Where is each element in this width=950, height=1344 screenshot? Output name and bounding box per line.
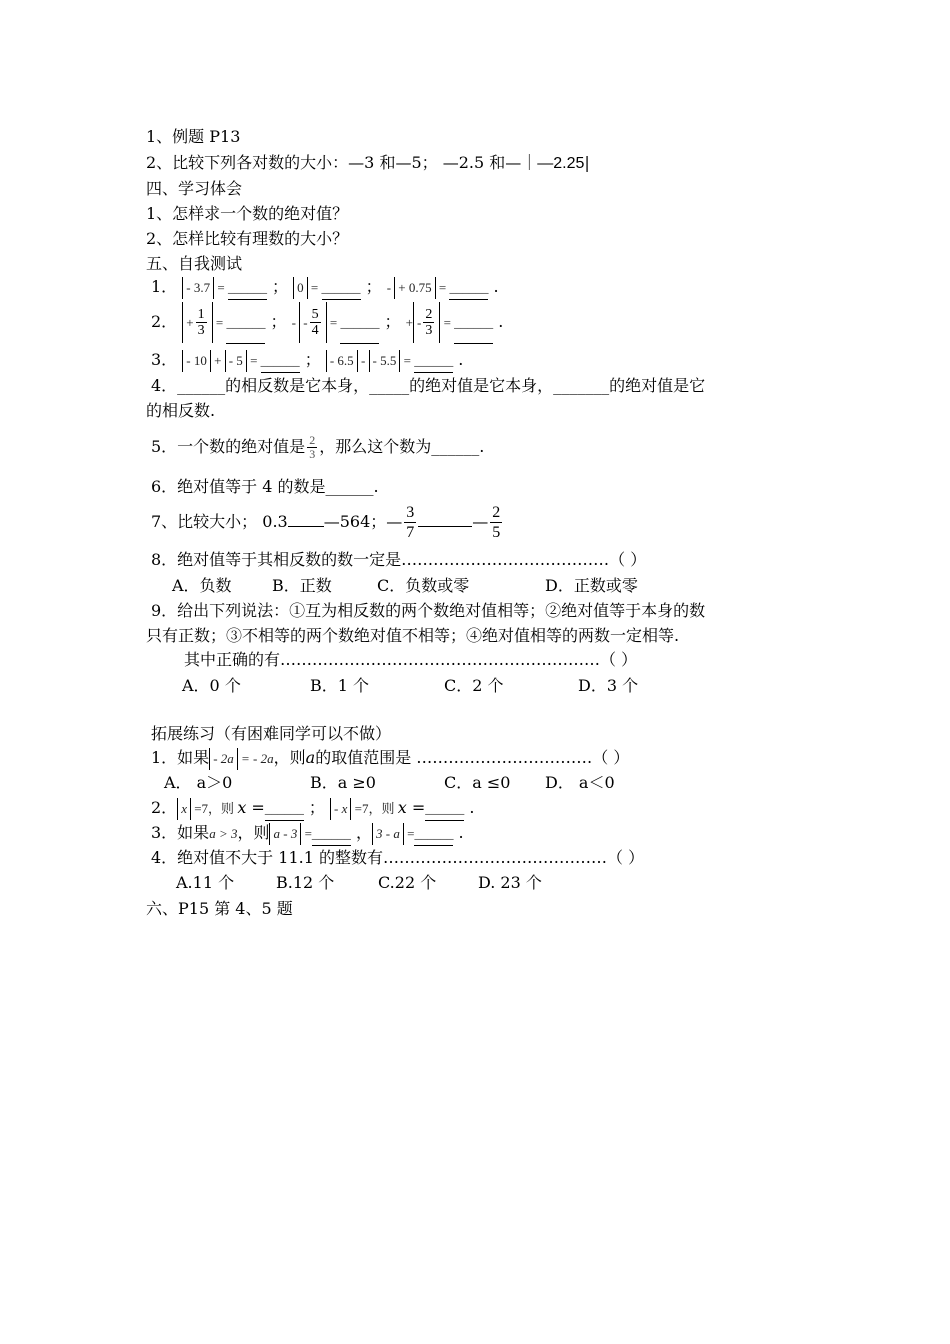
fraction (196, 307, 207, 338)
ext-4-text: 4．绝对值不大于 11.1 的整数有……………………………………（ ） (151, 848, 645, 867)
test-8-text: 8．绝对值等于其相反数的数一定是…………………………………（ ） (151, 550, 647, 569)
equation: = - 2a (237, 751, 274, 766)
compare-line (146, 152, 590, 175)
abs-expr: 3 - a (372, 823, 404, 845)
test-3 (151, 349, 463, 373)
ext-1-text-mid: ，则 (273, 748, 306, 767)
denominator: 3 (309, 447, 316, 461)
compare-text: 2、比较下列各对数的大小：—3 和—5； —2.5 和—｜ (146, 153, 538, 172)
test-3-number: 3． (151, 350, 178, 369)
numerator: 2 (492, 504, 501, 521)
answer-blank: ______ (414, 350, 453, 373)
ext-3 (151, 822, 464, 846)
option-a: A.11 个 (176, 873, 235, 892)
test-4-text-end: 的相反数. (146, 401, 216, 420)
test-7-text: 7、比较大小； 0.3 (151, 512, 288, 531)
compare-bar: | (584, 153, 590, 172)
test-8 (151, 549, 646, 571)
abs-expr: 0 (293, 277, 308, 299)
option-a: A． a＞0 (164, 773, 233, 792)
test-4-text: 4．______的相反数是它本身，_____的绝对值是它本身，_______的绝对值是它 (151, 376, 706, 395)
separator: ； (266, 277, 294, 296)
minus-sign: - (386, 280, 395, 295)
equals: = (246, 798, 265, 817)
test-4-line-1 (151, 375, 705, 397)
option-b: B.12 个 (276, 873, 335, 892)
equals: = (301, 826, 312, 841)
section-6-heading (146, 898, 293, 920)
separator: ； (265, 312, 292, 331)
minus-sign: - (416, 315, 422, 330)
option-c: C．a ≤0 (444, 773, 511, 792)
plus-sign: + (405, 315, 413, 330)
numerator: 2 (425, 307, 433, 322)
extension-title: 拓展练习（有困难同学可以不做） (151, 724, 392, 743)
variable-a: a (305, 748, 316, 767)
example-line (146, 126, 240, 148)
test-6 (151, 476, 379, 498)
separator: ， (350, 823, 373, 842)
equals: = (440, 315, 455, 330)
ext-1-text: 1．如果 (151, 748, 210, 767)
test-9-text-3: 其中正确的有……………………………………………………（ ） (184, 650, 638, 669)
test-8-options (172, 575, 638, 597)
test-6-text: 6．绝对值等于 4 的数是______. (151, 477, 379, 496)
section-5-title: 五、自我测试 (146, 254, 243, 273)
separator: ； (299, 350, 326, 369)
plus-sign: + (210, 353, 225, 368)
test-5-text: 5．一个数的绝对值是 (151, 437, 306, 456)
abs-expr: - 2a (209, 748, 238, 770)
plus-sign: + (186, 315, 194, 330)
abs-expr: - 6.5 (326, 350, 358, 372)
test-9-text: 9．给出下列说法：①互为相反数的两个数绝对值相等；②绝对值等于本身的数 (151, 601, 706, 620)
section-6-title: 六、P15 第 4、5 题 (146, 899, 293, 918)
numerator: 1 (197, 307, 205, 322)
option-d: D．3 个 (578, 676, 639, 695)
abs-expr: - x (330, 798, 351, 820)
abs-fraction (182, 302, 212, 343)
abs-expr: x (177, 798, 191, 820)
question-4-2 (146, 228, 348, 250)
test-7-text-mid: —564；— (323, 512, 403, 531)
abs-fraction (413, 302, 440, 343)
question-4-2-text: 2、怎样比较有理数的大小？ (146, 229, 349, 248)
denominator: 3 (425, 323, 433, 338)
ext-2-number: 2． (151, 798, 178, 817)
answer-blank: ______ (228, 277, 267, 300)
question-4-1-text: 1、怎样求一个数的绝对值？ (146, 204, 349, 223)
numerator: 2 (309, 433, 316, 447)
test-2 (151, 302, 503, 344)
answer-blank: ______ (226, 303, 265, 344)
numerator: 5 (311, 307, 319, 322)
test-9-line-3 (184, 649, 637, 671)
test-5 (151, 427, 484, 467)
fraction (423, 307, 434, 338)
abs-expr: - 5.5 (369, 350, 401, 372)
section-4-heading (146, 178, 242, 200)
abs-expr: - 5 (225, 350, 247, 372)
option-d: D． a＜0 (545, 773, 615, 792)
abs-expr: + 0.75 (394, 277, 435, 299)
equals: = (212, 315, 227, 330)
test-7 (151, 500, 504, 544)
equation: =7，则 (351, 801, 398, 816)
test-9-text-2: 只有正数；③不相等的两个数绝对值不相等；④绝对值相等的两数一定相等. (146, 626, 680, 645)
equals: = (307, 280, 322, 295)
answer-blank: ______ (312, 823, 351, 846)
ext-2 (151, 797, 474, 821)
equals: = (435, 280, 450, 295)
denominator: 3 (197, 323, 205, 338)
test-9-line-1 (151, 600, 705, 622)
option-d: D．正数或零 (545, 576, 638, 595)
equals: = (214, 280, 228, 295)
period: . (453, 823, 464, 842)
extension-heading (151, 723, 391, 745)
ext-1 (151, 747, 629, 770)
answer-blank: ______ (340, 303, 379, 344)
test-1 (151, 276, 499, 300)
separator: ； (360, 277, 387, 296)
answer-blank: ______ (322, 277, 361, 300)
section-4-title: 四、学习体会 (146, 179, 243, 198)
answer-blank: ______ (449, 277, 488, 300)
abs-expr: - 3.7 (182, 277, 214, 299)
option-a: A．0 个 (182, 676, 241, 695)
option-b: B．1 个 (310, 676, 370, 695)
option-c: C．负数或零 (377, 576, 470, 595)
example-text: 1、例题 P13 (146, 127, 241, 146)
equation: =7，则 (190, 801, 238, 816)
denominator: 4 (311, 323, 319, 338)
option-a: A．负数 (172, 576, 232, 595)
ext-4 (151, 847, 644, 869)
answer-blank: ______ (414, 823, 453, 846)
fraction (307, 434, 317, 461)
period: . (453, 350, 464, 369)
ext-3-text: 3．如果 (151, 823, 210, 842)
answer-blank (418, 526, 472, 527)
equals: = (246, 353, 261, 368)
abs-expr: - 10 (182, 350, 211, 372)
test-4-line-2 (146, 400, 215, 422)
minus-sign: - (303, 315, 308, 330)
separator: ； (303, 798, 331, 817)
option-d: D. 23 个 (478, 873, 542, 892)
option-c: C．2 个 (444, 676, 504, 695)
answer-blank: ______ (425, 798, 464, 821)
separator: ； (379, 312, 406, 331)
variable-x: x (237, 798, 247, 817)
abs-expr: a - 3 (269, 823, 301, 845)
period: . (488, 277, 499, 296)
equals: = (400, 353, 415, 368)
fraction (310, 307, 321, 338)
minus-sign: - (357, 353, 369, 368)
equals: = (326, 315, 341, 330)
ext-4-options (176, 872, 542, 894)
denominator: 5 (492, 524, 501, 541)
equals: = (406, 798, 426, 817)
answer-blank: ______ (454, 303, 493, 344)
equals: = (403, 826, 415, 841)
question-4-1 (146, 203, 348, 225)
option-b: B．正数 (272, 576, 332, 595)
minus-sign: - (291, 315, 300, 330)
test-9-line-2 (146, 625, 679, 647)
period: . (493, 312, 504, 331)
test-9-options (182, 675, 638, 697)
ext-1-options (164, 772, 615, 794)
ext-3-text-mid: ，则 (237, 823, 270, 842)
abs-fraction (299, 302, 326, 343)
test-1-number: 1． (151, 277, 178, 296)
fraction (490, 503, 502, 542)
test-2-number: 2． (151, 312, 178, 331)
test-5-text-end: ，那么这个数为______. (319, 437, 485, 456)
minus-sign: — (472, 512, 489, 531)
section-5-heading (146, 253, 242, 275)
answer-blank: ______ (265, 798, 304, 821)
ext-1-text-end: 的取值范围是 ……………………………（ ） (315, 748, 630, 767)
option-b: B．a ≥0 (310, 773, 376, 792)
answer-blank (288, 526, 324, 527)
variable-x: x (397, 798, 407, 817)
condition: a > 3 (209, 826, 238, 841)
period: . (464, 798, 475, 817)
compare-value: —2.25 (537, 155, 585, 172)
answer-blank: ______ (261, 350, 300, 373)
numerator: 3 (406, 504, 415, 521)
fraction (404, 503, 416, 542)
denominator: 7 (406, 524, 415, 541)
option-c: C.22 个 (378, 873, 437, 892)
